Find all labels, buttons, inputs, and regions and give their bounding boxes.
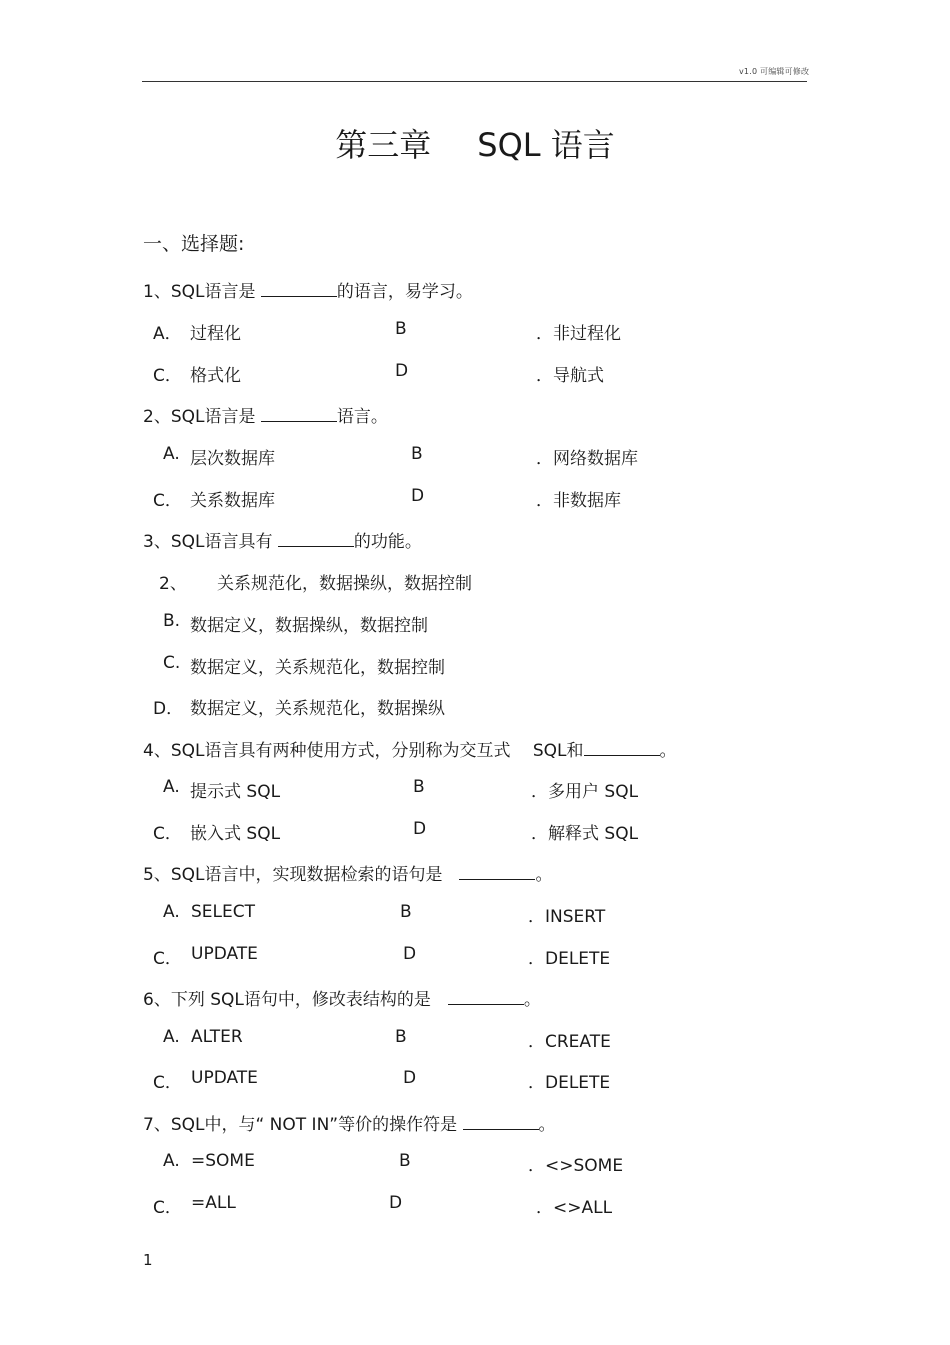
option-text: ．多用户 SQL bbox=[531, 782, 639, 802]
option-text: ．非过程化 bbox=[536, 324, 621, 344]
answer-blank bbox=[463, 1115, 539, 1130]
answer-blank bbox=[261, 407, 337, 422]
option-text: 数据定义，关系规范化，数据控制 bbox=[190, 658, 445, 678]
stem-text: 。 bbox=[538, 1115, 556, 1135]
option-text: 层次数据库 bbox=[190, 449, 275, 469]
option-text: 提示式 SQL bbox=[190, 782, 281, 802]
stem-text: 4、SQL语言具有两种使用方式，分别称为交互式 SQL和 bbox=[143, 741, 584, 761]
question-stem-1 bbox=[143, 277, 473, 302]
option-label: A. bbox=[163, 777, 180, 797]
option-label: D bbox=[403, 1068, 417, 1088]
chapter-title bbox=[0, 120, 950, 166]
option-text: ．导航式 bbox=[536, 366, 604, 386]
option-label: D bbox=[395, 361, 409, 381]
option-label: B bbox=[413, 777, 425, 797]
question-stem-7 bbox=[143, 1110, 556, 1135]
option-text: ．解释式 SQL bbox=[531, 824, 639, 844]
option-text: =SOME bbox=[191, 1151, 255, 1171]
chapter-title-part2: SQL 语言 bbox=[477, 126, 615, 164]
stem-text: 语言。 bbox=[336, 407, 388, 427]
option-text: 关系数据库 bbox=[190, 491, 275, 511]
option-label: D bbox=[413, 819, 427, 839]
option-label: D bbox=[403, 944, 417, 964]
question-stem-5 bbox=[143, 860, 552, 885]
option-label: D． bbox=[153, 699, 184, 719]
option-text: UPDATE bbox=[191, 1068, 258, 1088]
stem-text: 的功能。 bbox=[353, 532, 422, 552]
option-label: A. bbox=[163, 444, 180, 464]
option-label: B bbox=[395, 1027, 407, 1047]
option-text: ．网络数据库 bbox=[536, 449, 638, 469]
stem-text: 7、SQL中，与“ NOT IN”等价的操作符是 bbox=[143, 1115, 463, 1135]
option-text: 过程化 bbox=[190, 324, 241, 344]
stem-text: 的语言，易学习。 bbox=[336, 282, 473, 302]
option-label: B bbox=[400, 902, 412, 922]
option-label: C． bbox=[153, 824, 182, 844]
option-text: ．<>SOME bbox=[528, 1156, 624, 1176]
answer-blank bbox=[584, 741, 660, 756]
option-text: SELECT bbox=[191, 902, 255, 922]
option-label: C． bbox=[153, 1198, 182, 1218]
stem-text: 。 bbox=[659, 741, 677, 761]
question-stem-4 bbox=[143, 736, 677, 761]
stem-text: 1、SQL语言是 bbox=[143, 282, 261, 302]
option-label: A． bbox=[153, 324, 182, 344]
option-text: 数据定义，数据操纵，数据控制 bbox=[190, 616, 428, 636]
option-text: 格式化 bbox=[190, 366, 241, 386]
option-text: ．CREATE bbox=[528, 1032, 611, 1052]
answer-blank bbox=[459, 865, 535, 880]
option-label: A. bbox=[163, 902, 180, 922]
option-label: C． bbox=[153, 1073, 182, 1093]
option-text: ．DELETE bbox=[528, 1073, 611, 1093]
option-label: B bbox=[395, 319, 407, 339]
header-rule bbox=[142, 81, 807, 82]
stem-text: 。 bbox=[523, 990, 541, 1010]
option-text: 嵌入式 SQL bbox=[190, 824, 281, 844]
answer-blank bbox=[261, 282, 337, 297]
option-text: ．<>ALL bbox=[536, 1198, 613, 1218]
page-number: 1 bbox=[143, 1251, 153, 1269]
option-text: 关系规范化，数据操纵，数据控制 bbox=[217, 574, 472, 594]
answer-blank bbox=[278, 532, 354, 547]
header-version-text: v1.0 可编辑可修改 bbox=[739, 67, 810, 76]
option-text: ALTER bbox=[191, 1027, 243, 1047]
option-label: C. bbox=[163, 653, 181, 673]
stem-text: 。 bbox=[535, 865, 553, 885]
option-label: B. bbox=[163, 611, 181, 631]
option-label: C． bbox=[153, 491, 182, 511]
section-heading: 一、选择题: bbox=[143, 233, 245, 255]
option-text: ．DELETE bbox=[528, 949, 611, 969]
chapter-title-part1: 第三章 bbox=[335, 126, 432, 164]
option-label: C． bbox=[153, 949, 182, 969]
option-label: D bbox=[389, 1193, 403, 1213]
stem-text: 5、SQL语言中，实现数据检索的语句是 bbox=[143, 865, 460, 885]
option-label: B bbox=[411, 444, 423, 464]
option-label: A. bbox=[163, 1151, 180, 1171]
option-label: C． bbox=[153, 366, 182, 386]
option-label: B bbox=[399, 1151, 411, 1171]
question-stem-3 bbox=[143, 527, 422, 552]
option-label: 2、 bbox=[159, 574, 187, 594]
option-label: A. bbox=[163, 1027, 180, 1047]
answer-blank bbox=[448, 990, 524, 1005]
option-text: ．INSERT bbox=[528, 907, 606, 927]
question-stem-2 bbox=[143, 402, 388, 427]
stem-text: 3、SQL语言具有 bbox=[143, 532, 278, 552]
option-text: ．非数据库 bbox=[536, 491, 621, 511]
question-stem-6 bbox=[143, 985, 541, 1010]
stem-text: 6、下列 SQL语句中，修改表结构的是 bbox=[143, 990, 448, 1010]
option-label: D bbox=[411, 486, 425, 506]
stem-text: 2、SQL语言是 bbox=[143, 407, 261, 427]
option-text: =ALL bbox=[191, 1193, 236, 1213]
option-text: 数据定义，关系规范化，数据操纵 bbox=[190, 699, 445, 719]
option-text: UPDATE bbox=[191, 944, 258, 964]
